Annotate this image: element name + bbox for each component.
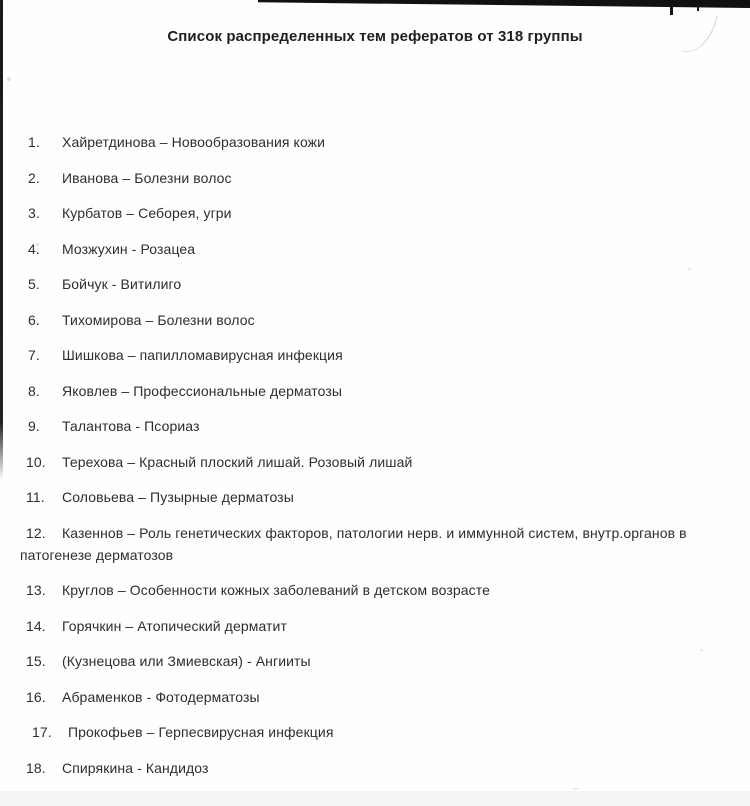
- list-item: [20, 273, 726, 295]
- item-text: Бойчук - Витилиго: [62, 276, 182, 292]
- list-item: [20, 309, 726, 331]
- item-number: 15.: [26, 653, 46, 669]
- item-text: Прокофьев – Герпесвирусная инфекция: [68, 724, 334, 740]
- item-number: 13.: [26, 582, 46, 598]
- item-text: Мозжухин - Розацеа: [62, 240, 196, 257]
- item-text: Абраменков - Фотодерматозы: [62, 688, 260, 705]
- item-text: Горячкин – Атопический дерматит: [62, 617, 287, 634]
- item-number: 2.: [28, 169, 40, 186]
- item-text: Яковлев – Профессиональные дерматозы: [62, 382, 343, 399]
- item-text: Соловьева – Пузырные дерматозы: [62, 489, 294, 505]
- item-number: 1.: [28, 134, 40, 150]
- list-item: [20, 451, 726, 473]
- list-item: [20, 650, 726, 672]
- item-text: Терехова – Красный плоский лишай. Розовый лишай: [62, 453, 413, 470]
- item-text: Талантова - Псориаз: [62, 418, 200, 434]
- item-text: Иванова – Болезни волос: [62, 169, 232, 186]
- list-item: [20, 415, 726, 437]
- item-number: 16.: [26, 688, 46, 705]
- topics-list: [20, 131, 726, 779]
- item-number: 4.: [28, 240, 40, 257]
- list-item: [20, 167, 726, 189]
- list-item: [20, 615, 726, 637]
- item-text: Шишкова – папилломавирусная инфекция: [62, 347, 343, 363]
- item-number: 7.: [28, 347, 40, 363]
- list-item: [20, 757, 726, 779]
- list-item: [20, 522, 726, 566]
- item-number: 14.: [26, 617, 46, 634]
- item-number: 3.: [28, 205, 40, 221]
- page-title: Список распределенных тем рефератов от 318 группы: [167, 28, 583, 45]
- item-text: Хайретдинова – Новообразования кожи: [62, 134, 326, 150]
- scan-artifact-speck: [573, 788, 578, 790]
- list-item: [20, 686, 726, 708]
- item-text: Курбатов – Себорея, угри: [62, 205, 232, 221]
- item-text: Круглов – Особенности кожных заболеваний в детском возрасте: [62, 582, 490, 598]
- item-number: 11.: [26, 489, 45, 505]
- item-number: 10.: [26, 453, 46, 470]
- list-item: [20, 344, 726, 366]
- item-number: 6.: [28, 311, 40, 328]
- list-item: [20, 579, 726, 601]
- list-item: [26, 721, 726, 743]
- item-text: Тихомирова – Болезни волос: [62, 311, 255, 328]
- item-number: 5.: [28, 276, 40, 292]
- list-item: [20, 486, 726, 508]
- item-number: 8.: [28, 382, 40, 399]
- item-number: 9.: [28, 418, 40, 434]
- list-item: [20, 238, 726, 260]
- item-number: 18.: [26, 759, 46, 776]
- item-text: (Кузнецова или Змиевская) - Ангииты: [62, 653, 311, 669]
- scan-artifact-bottom-edge: [0, 791, 750, 806]
- list-item: [20, 131, 726, 153]
- list-item: [20, 202, 726, 224]
- item-number: 17.: [32, 724, 52, 740]
- item-text: Спирякина - Кандидоз: [62, 759, 209, 776]
- list-item: [20, 380, 726, 402]
- item-number: 12.: [26, 524, 46, 541]
- item-text: Казеннов – Роль генетических факторов, патологии нерв. и иммунной систем, внутр.органов в патогенезе дерматозов: [20, 524, 687, 563]
